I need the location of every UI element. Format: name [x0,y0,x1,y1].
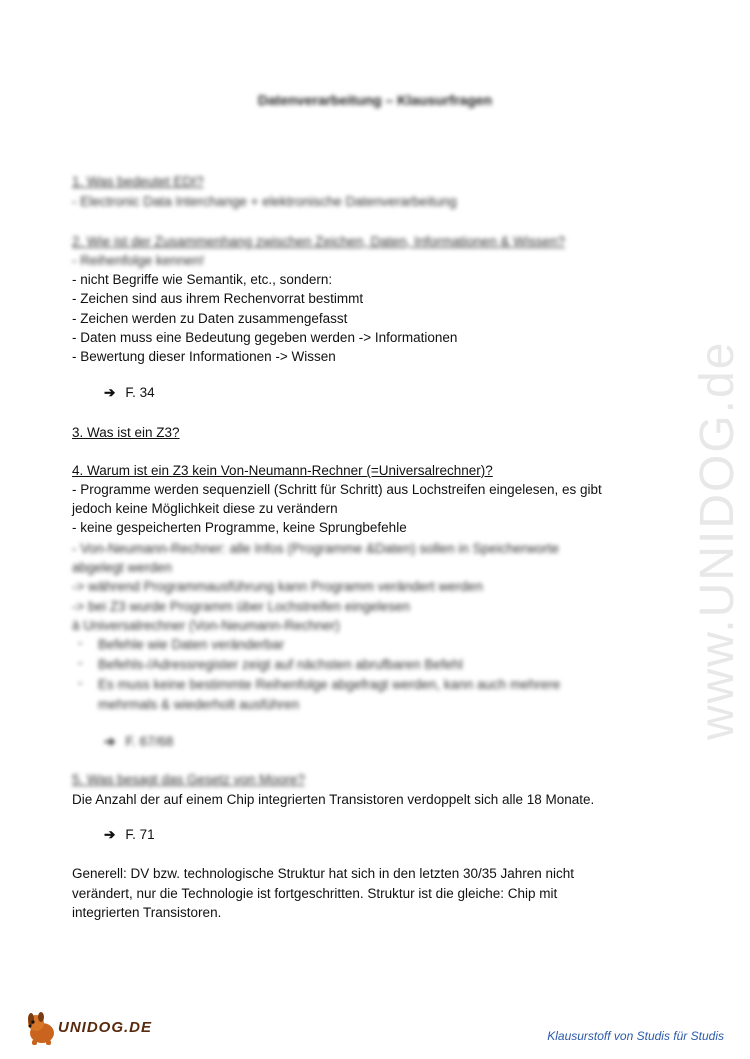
question-4-bullet: Befehls-/Adressregister zeigt auf nächsten abrufbaren Befehl [98,657,463,672]
question-4-line: - Programme werden sequenziell (Schritt für Schritt) aus Lochstreifen eingelesen, es gibt [72,482,602,497]
question-4-heading: 4. Warum ist ein Z3 kein Von-Neumann-Rechner (=Universalrechner)? [72,463,493,478]
summary-line: verändert, nur die Technologie ist fortgeschritten. Struktur ist die gleiche: Chip mit [72,886,558,901]
question-4-bullet: Es muss keine bestimmte Reihenfolge abgefragt werden, kann auch mehrere [98,677,561,692]
arrow-right-icon: ➔ [104,827,116,842]
question-4-blurred-line: -> während Programmausführung kann Programm verändert werden [72,579,483,594]
bullet-dash: - [78,635,83,650]
question-3-heading: 3. Was ist ein Z3? [72,425,180,440]
arrow-right-icon: ➔ [104,734,116,749]
question-2-line: - Daten muss eine Bedeutung gegeben werden -> Informationen [72,330,458,345]
summary-line: Generell: DV bzw. technologische Struktur hat sich in den letzten 30/35 Jahren nicht [72,866,575,881]
question-4-bullet: Befehle wie Daten veränderbar [98,637,285,652]
dog-mascot-icon [22,1007,62,1047]
arrow-right-icon: ➔ [104,385,116,400]
question-4-line: - keine gespeicherten Programme, keine Sprungbefehle [72,520,407,535]
question-2-reference: ➔ F. 34 [104,385,155,400]
summary-line: integrierten Transistoren. [72,905,222,920]
question-1-answer: - Electronic Data Interchange + elektronische Datenverarbeitung [72,194,457,209]
question-4-blurred-line: - Von-Neumann-Rechner: alle Infos (Programme &Daten) sollen in Speicherworte [72,541,559,556]
bullet-dash: - [78,675,83,690]
footer-tagline: Klausurstoff von Studis für Studis [547,1029,724,1043]
watermark: www.UNIDOG.de [691,340,744,740]
question-2-blurred-line: - Reihenfolge kennen! [72,253,205,268]
question-2-line: - Bewertung dieser Informationen -> Wissen [72,349,336,364]
question-4-bullet: mehrmals & wiederholt ausführen [98,697,300,712]
question-2-line: - Zeichen sind aus ihrem Rechenvorrat bestimmt [72,291,364,306]
question-2-line: - Zeichen werden zu Daten zusammengefasst [72,311,348,326]
bullet-dash: - [78,655,83,670]
question-4-line: jedoch keine Möglichkeit diese zu verändern [72,501,338,516]
question-4-blurred-line: abgelegt werden [72,560,172,575]
question-4-blurred-line: -> bei Z3 wurde Programm über Lochstreifen eingelesen [72,599,411,614]
question-5-answer: Die Anzahl der auf einem Chip integrierten Transistoren verdoppelt sich alle 18 Monate. [72,792,595,807]
logo-text: UNIDOG.DE [58,1019,153,1036]
question-2-heading: 2. Wie ist der Zusammenhang zwischen Zeichen, Daten, Informationen & Wissen? [72,234,565,249]
question-5-heading: 5. Was besagt das Gesetz von Moore? [72,772,305,787]
question-4-blurred-line: à Universalrechner (Von-Neumann-Rechner) [72,618,340,633]
question-1-heading: 1. Was bedeutet EDI? [72,174,204,189]
question-5-reference: ➔ F. 71 [104,827,155,842]
unidog-logo [22,1007,172,1047]
document-title: Datenverarbeitung – Klausurfragen [257,92,493,108]
question-2-line: - nicht Begriffe wie Semantik, etc., sondern: [72,272,333,287]
question-4-reference: ➔ F. 67/68 [104,734,174,749]
